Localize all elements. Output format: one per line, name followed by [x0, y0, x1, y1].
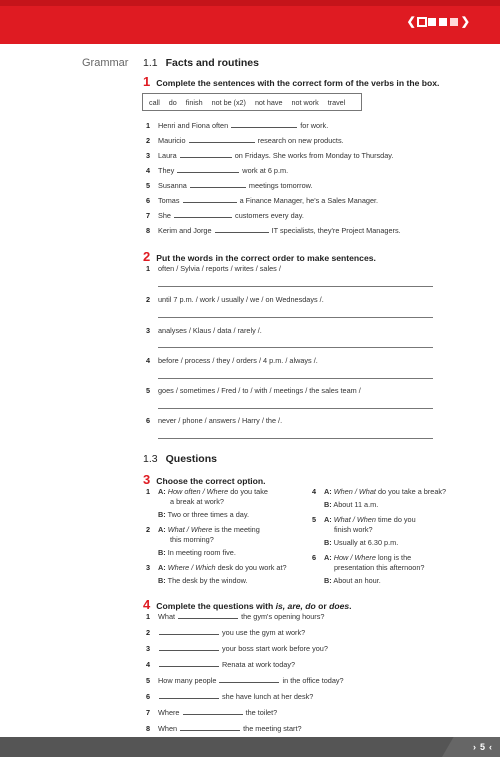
exercise-4-item: 3 your boss start work before you?: [146, 644, 328, 653]
section-name: Questions: [165, 453, 217, 465]
exercise-number: 3: [143, 472, 151, 487]
answer-line[interactable]: [158, 438, 433, 439]
exercise-2-item: 4 before / process / they / orders / 4 p.m. / always /.: [146, 356, 318, 365]
exercise-1-item: 2 Mauricio research on new products.: [146, 136, 344, 145]
page-navigator[interactable]: [407, 17, 470, 27]
exercise-2-heading: [143, 249, 376, 264]
word-box-item: travel: [327, 97, 346, 107]
exercise-1-heading: [143, 74, 439, 89]
exercise-3-item: 1 A: How often / Where do you take: [146, 487, 268, 496]
top-banner-shade: [0, 0, 500, 6]
answer-blank[interactable]: [159, 692, 219, 699]
exercise-3-answer: B: About 11 a.m.: [324, 500, 379, 509]
answer-blank[interactable]: [231, 121, 297, 128]
exercise-2-item: 6 never / phone / answers / Harry / the /.: [146, 416, 283, 425]
word-box-item: call: [149, 97, 160, 107]
word-box: [142, 93, 362, 111]
exercise-4-item: 2 you use the gym at work?: [146, 628, 306, 637]
exercise-3-answer: B: Usually at 6.30 p.m.: [324, 538, 399, 547]
answer-blank[interactable]: [159, 644, 219, 651]
section-title-facts: [143, 57, 259, 69]
exercise-number: 2: [143, 249, 151, 264]
exercise-3-item: 4 A: When / What do you take a break?: [312, 487, 447, 496]
footer-bar: [0, 737, 500, 757]
answer-blank[interactable]: [159, 628, 219, 635]
exercise-1-item: 6 Tomas a Finance Manager, he's a Sales Manager.: [146, 196, 379, 205]
exercise-3-answer: B: In meeting room five.: [158, 548, 236, 557]
exercise-1-item: 4 They work at 6 p.m.: [146, 166, 289, 175]
answer-line[interactable]: [158, 408, 433, 409]
exercise-4-item: 8 When the meeting start?: [146, 724, 302, 733]
answer-line[interactable]: [158, 286, 433, 287]
exercise-3-item-cont: finish work?: [334, 525, 373, 534]
page-indicator[interactable]: [428, 18, 436, 26]
section-title-questions: [143, 453, 217, 465]
exercise-instruction: Complete the sentences with the correct form of the verbs in the box.: [156, 78, 440, 88]
answer-blank[interactable]: [180, 151, 232, 158]
exercise-instruction: Complete the questions with is, are, do or does.: [156, 601, 352, 611]
exercise-4-item: 1 What the gym's opening hours?: [146, 612, 325, 621]
page-indicator[interactable]: [450, 18, 458, 26]
exercise-number: 4: [143, 597, 151, 612]
word-box-item: not be (x2): [211, 97, 246, 107]
answer-blank[interactable]: [178, 612, 238, 619]
exercise-1-item: 1 Henri and Fiona often for work.: [146, 121, 329, 130]
exercise-1-item: 5 Susanna meetings tomorrow.: [146, 181, 313, 190]
exercise-3-item-cont: a break at work?: [170, 497, 224, 506]
exercise-2-item: 3 analyses / Klaus / data / rarely /.: [146, 326, 262, 335]
exercise-instruction: Put the words in the correct order to make sentences.: [156, 253, 376, 263]
answer-blank[interactable]: [180, 724, 240, 731]
answer-blank[interactable]: [174, 211, 232, 218]
exercise-4-item: 6 she have lunch at her desk?: [146, 692, 314, 701]
exercise-2-item: 1 often / Sylvia / reports / writes / sales /: [146, 264, 281, 273]
answer-blank[interactable]: [219, 676, 279, 683]
exercise-instruction: Choose the correct option.: [156, 476, 266, 486]
top-banner: [0, 0, 500, 44]
exercise-1-item: 3 Laura on Fridays. She works from Monday to Thursday.: [146, 151, 394, 160]
exercise-3-item-cont: presentation this afternoon?: [334, 563, 425, 572]
answer-line[interactable]: [158, 347, 433, 348]
word-box-item: not work: [291, 97, 319, 107]
word-box-item: do: [168, 97, 177, 107]
exercise-3-item: 3 A: Where / Which desk do you work at?: [146, 563, 287, 572]
answer-line[interactable]: [158, 378, 433, 379]
exercise-2-item: 2 until 7 p.m. / work / usually / we / on Wednesdays /.: [146, 295, 324, 304]
answer-blank[interactable]: [183, 196, 237, 203]
word-box-item: not have: [254, 97, 283, 107]
page-indicator[interactable]: [439, 18, 447, 26]
prev-page-arrow-icon[interactable]: ‹: [489, 742, 492, 752]
exercise-3-item: 5 A: What / When time do you: [312, 515, 416, 524]
exercise-3-answer: B: Two or three times a day.: [158, 510, 249, 519]
section-number: 1.1: [143, 57, 158, 69]
exercise-4-item: 7 Where the toilet?: [146, 708, 278, 717]
answer-blank[interactable]: [189, 136, 255, 143]
section-number: 1.3: [143, 453, 158, 465]
exercise-2-item: 5 goes / sometimes / Fred / to / with / meetings / the sales team /: [146, 386, 361, 395]
exercise-1-item: 8 Kerim and Jorge IT specialists, they're Project Managers.: [146, 226, 401, 235]
next-page-arrow-icon[interactable]: ›: [472, 742, 476, 752]
exercise-3-item: 2 A: What / Where is the meeting: [146, 525, 260, 534]
chevron-left-icon[interactable]: ❮: [406, 16, 416, 28]
answer-blank[interactable]: [159, 660, 219, 667]
answer-line[interactable]: [158, 317, 433, 318]
exercise-3-answer: B: About an hour.: [324, 576, 381, 585]
answer-blank[interactable]: [190, 181, 246, 188]
page-indicator-active[interactable]: [419, 19, 425, 25]
word-box-item: finish: [185, 97, 203, 107]
section-name: Facts and routines: [165, 57, 259, 69]
exercise-4-heading: [143, 597, 352, 612]
exercise-3-item: 6 A: How / Where long is the: [312, 553, 412, 562]
exercise-number: 1: [143, 74, 151, 89]
grammar-label: Grammar: [82, 57, 129, 69]
page-number-block: [473, 742, 492, 752]
page-number: 5: [479, 742, 485, 752]
exercise-4-item: 4 Renata at work today?: [146, 660, 296, 669]
chevron-right-icon[interactable]: ❯: [460, 16, 470, 28]
exercise-3-item-cont: this morning?: [170, 535, 214, 544]
exercise-3-heading: [143, 472, 266, 487]
answer-blank[interactable]: [215, 226, 269, 233]
exercise-3-answer: B: The desk by the window.: [158, 576, 248, 585]
exercise-1-item: 7 She customers every day.: [146, 211, 304, 220]
answer-blank[interactable]: [177, 166, 239, 173]
exercise-4-item: 5 How many people in the office today?: [146, 676, 344, 685]
answer-blank[interactable]: [183, 708, 243, 715]
